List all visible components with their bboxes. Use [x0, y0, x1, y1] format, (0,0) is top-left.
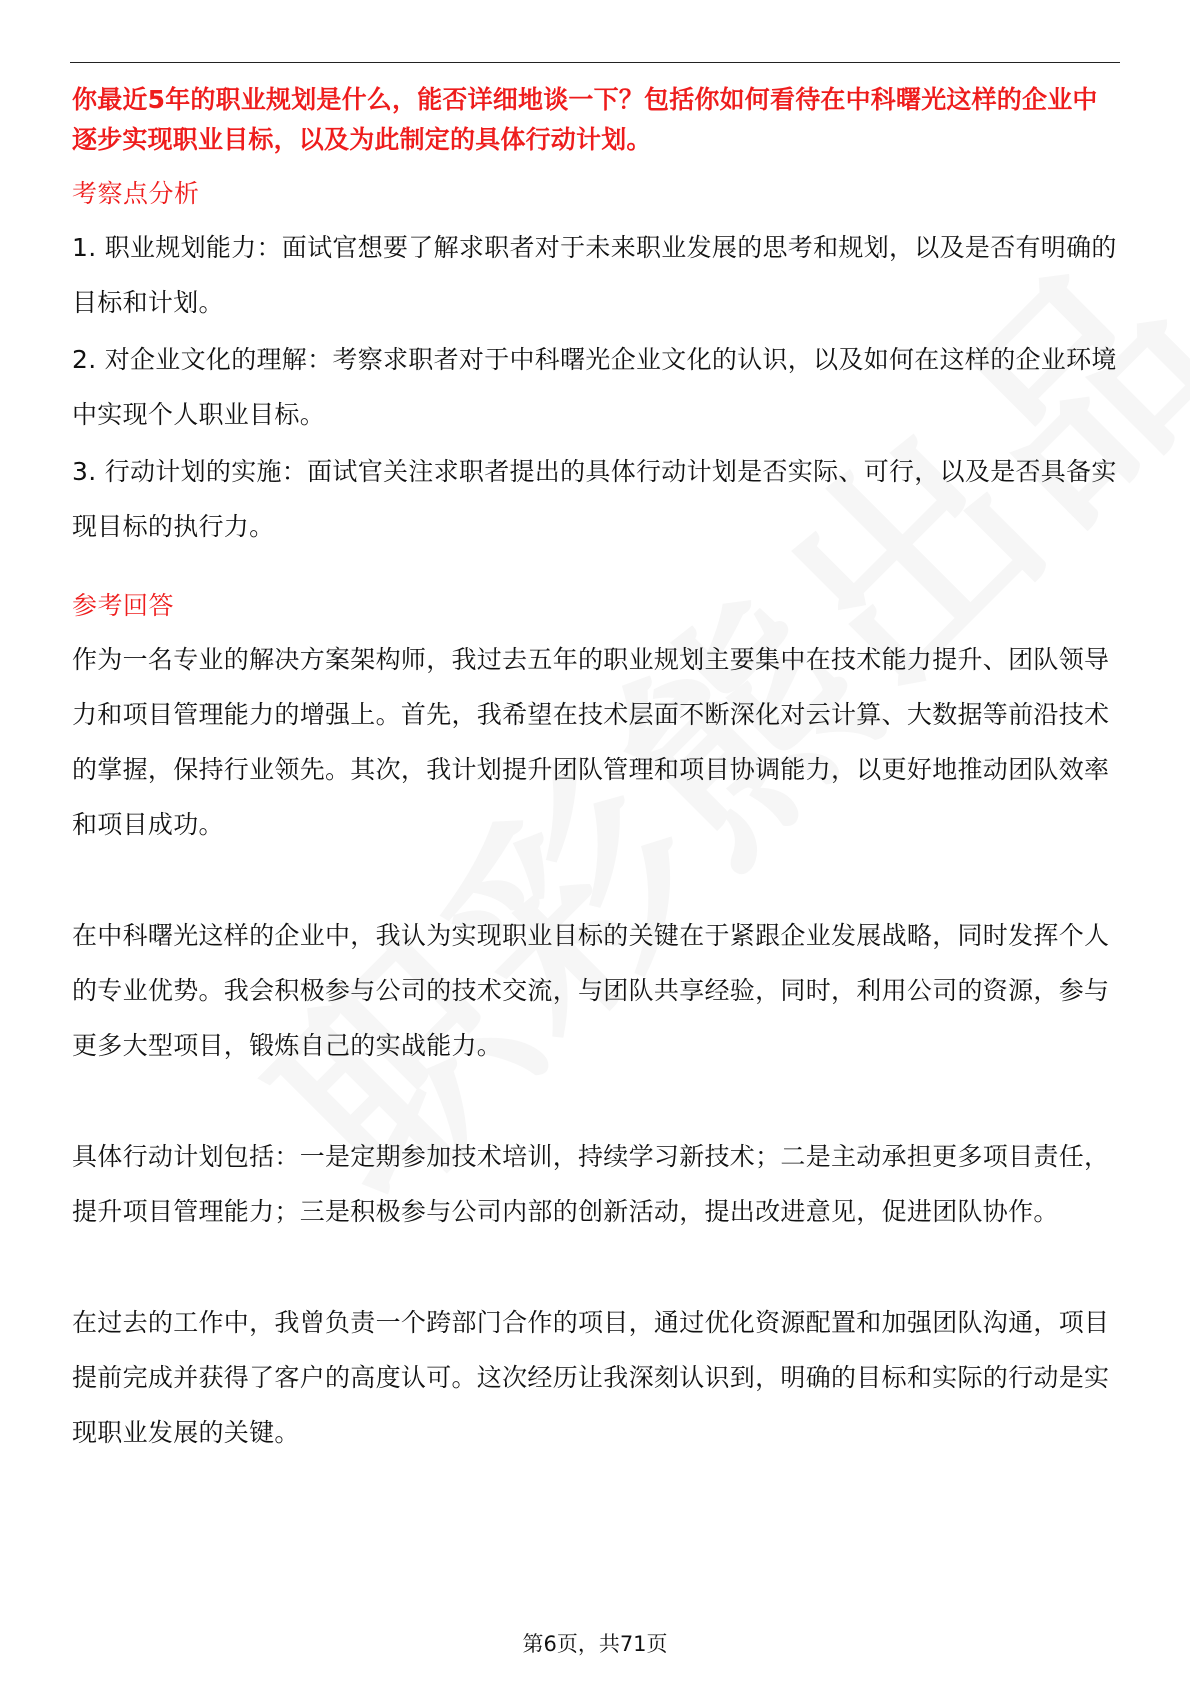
- analysis-heading: 考察点分析: [72, 179, 200, 208]
- answer-paragraph: 具体行动计划包括：一是定期参加技术培训，持续学习新技术；二是主动承担更多项目责任，提升项目管理能力；三是积极参与公司内部的创新活动，提出改进意见，促进团队协作。: [72, 1142, 1110, 1226]
- analysis-point: 1. 职业规划能力：面试官想要了解求职者对于未来职业发展的思考和规划，以及是否有明确的目标和计划。: [72, 233, 1117, 317]
- answer-paragraph: 在过去的工作中，我曾负责一个跨部门合作的项目，通过优化资源配置和加强团队沟通，项目提前完成并获得了客户的高度认可。这次经历让我深刻认识到，明确的目标和实际的行动是实现职业发展的关键。: [72, 1308, 1110, 1447]
- question-text: 你最近5年的职业规划是什么，能否详细地谈一下？包括你如何看待在中科曙光这样的企业中逐步实现职业目标，以及为此制定的具体行动计划。: [72, 85, 1098, 154]
- analysis-point: 3. 行动计划的实施：面试官关注求职者提出的具体行动计划是否实际、可行，以及是否具备实现目标的执行力。: [72, 457, 1117, 541]
- answer-paragraph: 在中科曙光这样的企业中，我认为实现职业目标的关键在于紧跟企业发展战略，同时发挥个人的专业优势。我会积极参与公司的技术交流，与团队共享经验，同时，利用公司的资源，参与更多大型项目，锻炼自己的实战能力。: [72, 921, 1110, 1060]
- page-content: [72, 80, 1120, 1516]
- top-rule: [70, 62, 1120, 63]
- answer-heading: 参考回答: [72, 591, 175, 620]
- analysis-point: 2. 对企业文化的理解：考察求职者对于中科曙光企业文化的认识，以及如何在这样的企业环境中实现个人职业目标。: [72, 345, 1117, 429]
- page-number: 第6页，共71页: [522, 1632, 668, 1656]
- answer-paragraph: 作为一名专业的解决方案架构师，我过去五年的职业规划主要集中在技术能力提升、团队领导力和项目管理能力的增强上。首先，我希望在技术层面不断深化对云计算、大数据等前沿技术的掌握，保持行业领先。其次，我计划提升团队管理和项目协调能力，以更好地推动团队效率和项目成功。: [72, 645, 1110, 839]
